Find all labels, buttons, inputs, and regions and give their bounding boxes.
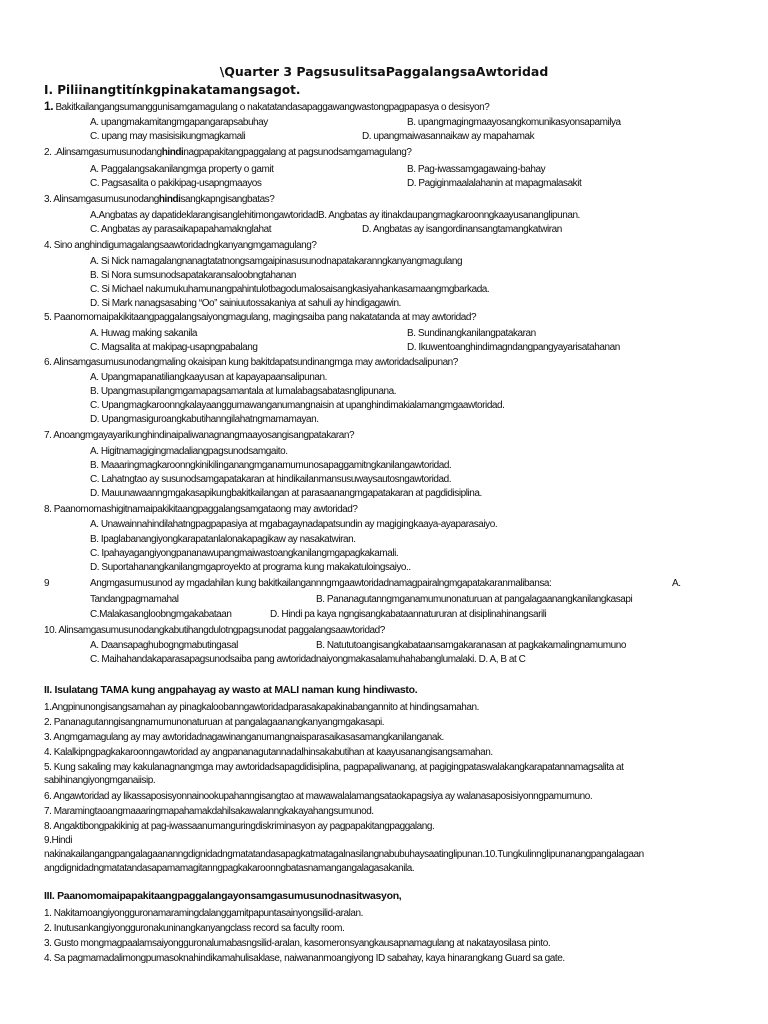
part2-heading: II. Isulatang TAMA kung angpahayag ay wasto at MALI naman kung hindiwasto.: [44, 684, 418, 696]
question-8-option-a: A. Unawainnahindilahatngpagpapasiya at mgabagaynadapatsundin ay magigingkaaya-ayaparasaiyo.: [90, 519, 498, 530]
question-2-emphasis: hindi: [161, 147, 184, 158]
question-3-text-pre: 3. Alinsamgasumusunodang: [44, 194, 159, 205]
question-4-option-c: C. Si Michael nakumukuhamunangpahintulotbagodumalosaisangkasiyahankasamaangmgbarkada.: [90, 284, 490, 295]
question-9-option-a: Tandangpagmamahal: [90, 594, 179, 605]
question-10-option-b: B. Natututoangisangkabataansamgakaranasan at pagkakamalingnamumuno: [316, 640, 626, 651]
part2-item-4: 4. Kalalkipngpagkakaroonngawtoridad ay angpananagutannadalhinsakabutihan at kaayusanangisangsamahan.: [44, 747, 493, 758]
question-9-number: 9: [44, 578, 50, 589]
question-6: 6. Alinsamgasumusunodangmaling okaisipan kung bakitdapatsundinangmga may awtoridadsalipunan?: [44, 357, 458, 368]
question-4-option-b: B. Si Nora sumsunodsapatakaransaloobngtahanan: [90, 270, 297, 281]
part2-item-2: 2. Pananagutanngisangnamumunonaturuan at pangalagaanangkanyangmgakasapi.: [44, 717, 385, 728]
question-2-text-pre: 2. .Alinsamgasumusunodang: [44, 147, 162, 158]
part3-item-2: 2. Inutusankangiyongguronakuninangkanyangclass record sa faculty room.: [44, 923, 345, 934]
part3-item-1: 1. Nakitamoangiyongguronamaramingdalanggamitpapuntasainyongsilid-aralan.: [44, 908, 363, 919]
question-3-option-c: C. Angbatas ay parasaikapapahamaknglahat: [90, 224, 272, 235]
question-6-option-b: B. Upangmasupilangmgamapagsamantala at lumalabagsabatasnglipunana.: [90, 386, 397, 397]
part2-item-10-cont: angdignidadngmatatandasapamamagitanngpagkakaroonngbatasnamangangalagasakanila.: [44, 863, 415, 874]
question-3-text-post: sangkapngisangbatas?: [180, 194, 275, 205]
question-8-option-d: D. Suportahanangkanilangmgaproyekto at programa kung makakatuloingsaiyo..: [90, 562, 411, 573]
question-10-option-c: C. Maihahandakaparasapagsunodsaiba pang awtoridadnaiyongmakasalamuhahabanglumalaki. D. A, B at C: [90, 654, 526, 665]
question-2-option-c: C. Pagsasalita o pakikipag-usapngmaayos: [90, 178, 262, 189]
question-7: 7. Anoangmgayayarikunghindinaipaliwanagnangmaayosangisangpatakaran?: [44, 430, 355, 441]
part2-item-8: 8. Angaktibongpakikinig at pag-iwassaanumanguringdiskriminasyon ay pagpapakitangpaggalang.: [44, 821, 435, 832]
question-8-option-c: C. Ipahayagangiyongpananawupangmaiwastoangkanilangmgapagkakamali.: [90, 548, 399, 559]
question-2-option-b: B. Pag-iwassamgagawaing-bahay: [407, 164, 546, 175]
question-6-option-d: D. Upangmasiguroangkabutihanngilahatngmamamayan.: [90, 414, 319, 425]
question-7-option-a: A. Higitnamagigingmadaliangpagsunodsamgaito.: [90, 446, 288, 457]
question-7-option-c: C. Lahatngtao ay susunodsamgapatakaran at hindikailanmansusuwaysautosngawtoridad.: [90, 474, 452, 485]
question-1-option-c: C. upang may masisisikungmagkamali: [90, 131, 246, 142]
question-6-option-c: C. Upangmagkaroonngkalayaanggumawanganumangnaisin at upanghindimakialamangmgaawtoridad.: [90, 400, 505, 411]
question-10: 10. Alinsamgasumusunodangkabutihangdulotngpagsunodat paggalangsaawtoridad?: [44, 625, 385, 636]
question-2-text-post: nagpapakitangpaggalang at pagsunodsamgamagulang?: [183, 147, 412, 158]
part2-item-5-cont: sabihinangiyongmganaiisip.: [44, 775, 156, 786]
question-9-text: Angmgasumusunod ay mgadahilan kung bakitkailangannngmgaawtoridadnamagpairalngmgapatakaranmalibansa:: [90, 578, 552, 589]
question-8: 8. Paanomomashigitnamaipakikitaangpaggalangsamgataong may awtoridad?: [44, 504, 358, 515]
question-1-text: Bakitkailangangsumanggunisamgamagulang o nakatatandasapaggawangwastongpagpapasya o desisyon?: [53, 102, 490, 113]
part2-item-7: 7. Maramingtaoangmaaaringmapahamakdahilsakawalanngkakayahangsumunod.: [44, 806, 374, 817]
question-2-option-d: D. Pagiginmaalalahanin at mapagmalasakit: [407, 178, 582, 189]
question-1-option-a: A. upangmakamitangmgapangarapsabuhay: [90, 117, 268, 128]
question-4-option-d: D. Si Mark nanagsasabing “Oo” sainiuutossakaniya at sahuli ay hindigagawin.: [90, 298, 401, 309]
part2-item-9-10: nakinakailangangpangalagaananngdignidadngmatatandasapagkatmatagalnasilangnabubuhaysaatinglipunan.10.Tungkulinnglipunanangpangalagaan: [44, 849, 644, 860]
question-9-option-b: B. Pananagutanngmganamumunonaturuan at pangalagaanangkanilangkasapi: [316, 594, 633, 605]
question-1-option-d: D. upangmaiwasannaikaw ay mapahamak: [362, 131, 535, 142]
part2-item-6: 6. Angawtoridad ay likassaposisyonnainookupahanngisangtao at mawawalalamangsataokapagsiya ay walanasaposisiyonngpamumuno.: [44, 791, 593, 802]
question-3-emphasis: hindi: [158, 194, 181, 205]
part3-item-3: 3. Gusto mongmagpaalamsaiyongguronalumabasngsilid-aralan, kasomeronsyangkausapnamagulang at nakatayosilasa pinto.: [44, 938, 551, 949]
question-9-option-d: D. Hindi pa kaya ngngisangkabataannatururan at disiplinahinangsarili: [270, 609, 547, 620]
part1-heading: I. Piliinangtitínkgpinakatamangsagot.: [44, 83, 301, 97]
question-8-option-b: B. Ipaglabanangiyongkarapatanlalonakapagikaw ay nasakatwiran.: [90, 534, 356, 545]
question-5-option-a: A. Huwag making sakanila: [90, 328, 198, 339]
part2-item-9: 9.Hindi: [44, 835, 72, 846]
part3-heading: III. Paanomomaipapakitaangpaggalangayonsamgasumusunodnasitwasyon,: [44, 890, 402, 902]
question-3-options-ab: A.Angbatas ay dapatideklarangisanglehitimongawtoridadB. Angbatas ay itinakdaupangmagkaroonngkaayusananglipunan.: [90, 210, 580, 221]
page-title: \Quarter 3 PagsusulitsaPaggalangsaAwtoridad: [219, 64, 549, 79]
question-9-option-a-letter: A.: [672, 578, 681, 589]
question-5-option-c: C. Magsalita at makipag-usapngpabalang: [90, 342, 258, 353]
question-1-number: 1.: [44, 99, 54, 113]
question-5-option-b: B. Sundinangkanilangpatakaran: [407, 328, 536, 339]
question-6-option-a: A. Upangmapanatiliangkaayusan at kapayapaansalipunan.: [90, 372, 327, 383]
question-1: [44, 100, 489, 114]
part3-item-4: 4. Sa pagmamadalimongpumasoknahindikamahulisaklase, naiwananmoangiyong ID sabahay, kaya hinarangkang Guard sa gate.: [44, 953, 565, 964]
part2-item-1: 1.Angpinunongisangsamahan ay pinagkaloobanngawtoridadparasakapakinabangannito at hindingsamahan.: [44, 702, 479, 713]
question-3: [44, 194, 274, 206]
question-2-option-a: A. Paggalangsakanilangmga property o gamit: [90, 164, 274, 175]
question-2: [44, 147, 411, 159]
question-4: 4. Sino anghindigumagalangsaawtoridadngkanyangmgamagulang?: [44, 240, 317, 251]
question-10-option-a: A. Daansapaghubogngmabutingasal: [90, 640, 238, 651]
question-9-option-c: C.Malakasangloobngmgakabataan: [90, 609, 232, 620]
question-3-option-d: D. Angbatas ay isangordinansangtamangkatwiran: [362, 224, 562, 235]
part2-item-3: 3. Angmgamagulang ay may awtoridadnagawinanganumangnaisparasaikasasamangkanilanganak.: [44, 732, 444, 743]
part2-item-5: 5. Kung sakaling may kakulanagnangmga may awtoridadsapagdidisiplina, pagpapaliwanang, at pagigingpataswalakangkarapatannamagsalita at: [44, 762, 624, 773]
question-1-option-b: B. upangmagingmaayosangkomunikasyonsapamilya: [407, 117, 621, 128]
question-7-option-b: B. Maaaringmagkaroonngkinikilinganangmganamumunosapaggamitngkanilangawtoridad.: [90, 460, 452, 471]
question-5: 5. Paanomomaipakikitaangpaggalangsaiyongmagulang, magingsaiba pang nakatatanda at may awtoridad?: [44, 312, 477, 323]
question-7-option-d: D. Mauunawaanngmgakasapikungbakitkailangan at parasaanangmgapatakaran at pagdidisiplina.: [90, 488, 482, 499]
question-4-option-a: A. Si Nick namagalangnanagtatatnongsamgaipinasusunodnapatakaranngkanyangmagulang: [90, 256, 463, 267]
question-5-option-d: D. Ikuwentoanghindimagndangpangyayarisatahanan: [407, 342, 620, 353]
